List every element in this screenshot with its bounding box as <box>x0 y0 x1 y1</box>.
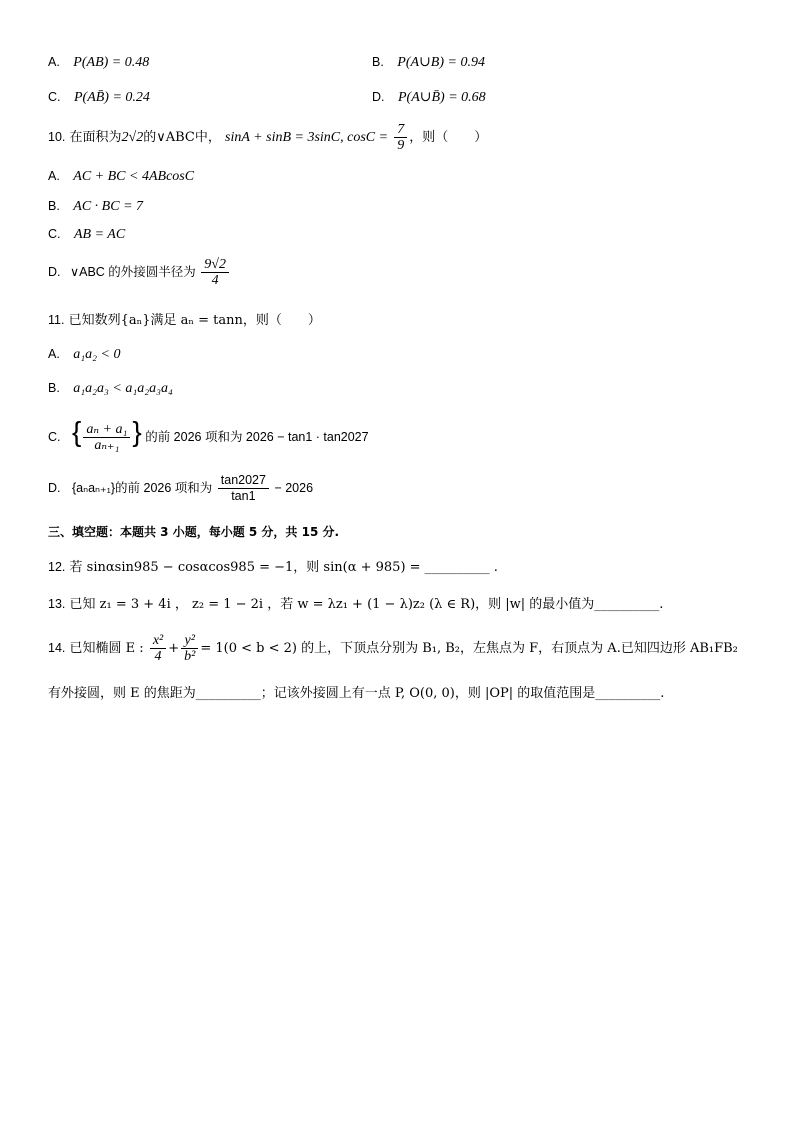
q11-option-b <box>48 380 173 397</box>
option-text: {aₙaₙ₊₁}的前 2026 项和为 <box>71 481 213 495</box>
question-number: 12. <box>48 560 66 574</box>
q10-option-b <box>48 198 143 215</box>
stem-text: 在面积为 <box>69 130 122 145</box>
question-number: 13. <box>48 597 66 611</box>
question-text: 已知椭圆 E : <box>69 641 144 656</box>
condition-expr: sinA + sinB = 3sinC, cosC = <box>225 130 389 145</box>
q9-option-c <box>48 89 150 106</box>
q10-option-d <box>48 254 231 290</box>
option-label: C. <box>48 90 61 104</box>
option-expr: P(A∪B̄) = 0.68 <box>397 90 486 105</box>
q14-line-1: 14. 已知椭圆 E : $\frac{\text{x²}}{4}$ + $\frac{\text{y²}}{\text{b²}}$ = 1(0 < b < 2) 的上，下顶点分别为 B₁, B₂，左焦点为 F，右顶点为 A.已知四边形 AB₁FB₂ <box>48 633 738 664</box>
fraction-denominator: 9 <box>397 138 405 153</box>
q12 <box>48 559 498 576</box>
question-text: 已知 z₁ = 3 + 4i ， z₂ = 1 − 2i ，若 w = λz₁ + (1 − λ)z₂ (λ ∈ R)，则 |w| 的最小值为__________. <box>69 597 664 612</box>
q11-option-a <box>48 346 120 363</box>
q14-line-2: 有外接圆，则 E 的焦距为__________；记该外接圆上有一点 P, O(0, 0)，则 |OP| 的取值范围是__________. <box>48 686 665 701</box>
option-label: D. <box>48 481 61 495</box>
option-expr: AC · BC = 7 <box>73 199 144 214</box>
fraction-numerator: 7 <box>394 122 407 138</box>
y-fraction <box>181 633 198 664</box>
option-label: B. <box>372 55 384 69</box>
question-number: 10. <box>48 130 66 144</box>
option-label: A. <box>48 169 60 183</box>
option-label: D. <box>372 90 385 104</box>
option-text: 的前 2026 项和为 2026 − tan1 · tan2027 <box>145 430 369 444</box>
q9-option-d <box>372 89 486 106</box>
option-expr: AC + BC < 4ABcosC <box>73 169 195 184</box>
option-expr: P(AB) = 0.48 <box>73 55 150 70</box>
option-label: C. <box>48 430 61 444</box>
area-expr: 2√2 <box>121 130 144 145</box>
option-label: B. <box>48 381 60 395</box>
fraction-numerator: tan2027 <box>218 473 269 489</box>
option-label: B. <box>48 199 60 213</box>
option-expr: AB = AC <box>73 227 126 242</box>
option-text: − 2026 <box>274 481 314 495</box>
option-expr: a₁a₂ < 0 <box>73 347 121 362</box>
question-number: 11. <box>48 313 65 327</box>
question-number: 14. <box>48 641 66 655</box>
right-brace: } <box>132 416 142 447</box>
option-label: D. <box>48 265 61 279</box>
fraction-denominator: tan1 <box>231 489 256 504</box>
q11-stem <box>48 312 321 329</box>
q9-option-b <box>372 54 485 71</box>
q11-option-d <box>48 468 313 508</box>
sum-fraction <box>218 473 269 504</box>
option-label: C. <box>48 227 61 241</box>
q10-stem <box>48 120 487 155</box>
option-text: ∨ABC 的外接圆半径为 <box>69 265 196 279</box>
option-expr: P(AB̄) = 0.24 <box>73 90 150 105</box>
fraction-denominator: 4 <box>154 649 162 664</box>
x-fraction <box>150 633 166 664</box>
q13 <box>48 596 663 613</box>
fraction-numerator: x² <box>150 633 166 649</box>
fraction-numerator: aₙ + a₁ <box>83 422 130 438</box>
q10-option-c <box>48 226 125 243</box>
option-label: A. <box>48 55 60 69</box>
option-expr: a₁a₂a₃ < a₁a₂a₃a₄ <box>73 381 173 396</box>
option-label: A. <box>48 347 60 361</box>
q11-option-c <box>48 410 369 459</box>
option-expr: P(A∪B) = 0.94 <box>397 55 485 70</box>
fraction-numerator: 9√2 <box>201 257 229 273</box>
question-text: = 1(0 < b < 2) 的上，下顶点分别为 B₁, B₂，左焦点为 F，右顶点为 A.已知四边形 AB₁FB₂ <box>200 641 738 656</box>
q9-option-a <box>48 54 149 71</box>
cos-fraction <box>394 122 407 153</box>
fraction-denominator: 4 <box>211 273 219 289</box>
fraction-denominator: aₙ₊₁ <box>94 438 120 454</box>
left-brace: { <box>71 416 82 447</box>
question-text: 若 sinαsin985 − cosαcos985 = −1，则 sin(α + 985) = __________ . <box>69 560 498 575</box>
stem-text: ，则（ ） <box>409 130 488 145</box>
section-heading: 三、填空题：本题共 3 小题，每小题 5 分，共 15 分. <box>48 525 340 539</box>
stem-text: 已知数列{aₙ}满足 aₙ = tann，则（ ） <box>68 313 321 328</box>
q10-option-a <box>48 168 194 185</box>
fraction-numerator: y² <box>181 633 198 649</box>
radius-fraction <box>201 257 229 288</box>
fraction-denominator: b² <box>184 649 196 664</box>
stem-text: 的∨ABC中， <box>143 130 221 145</box>
term-fraction <box>83 422 130 453</box>
